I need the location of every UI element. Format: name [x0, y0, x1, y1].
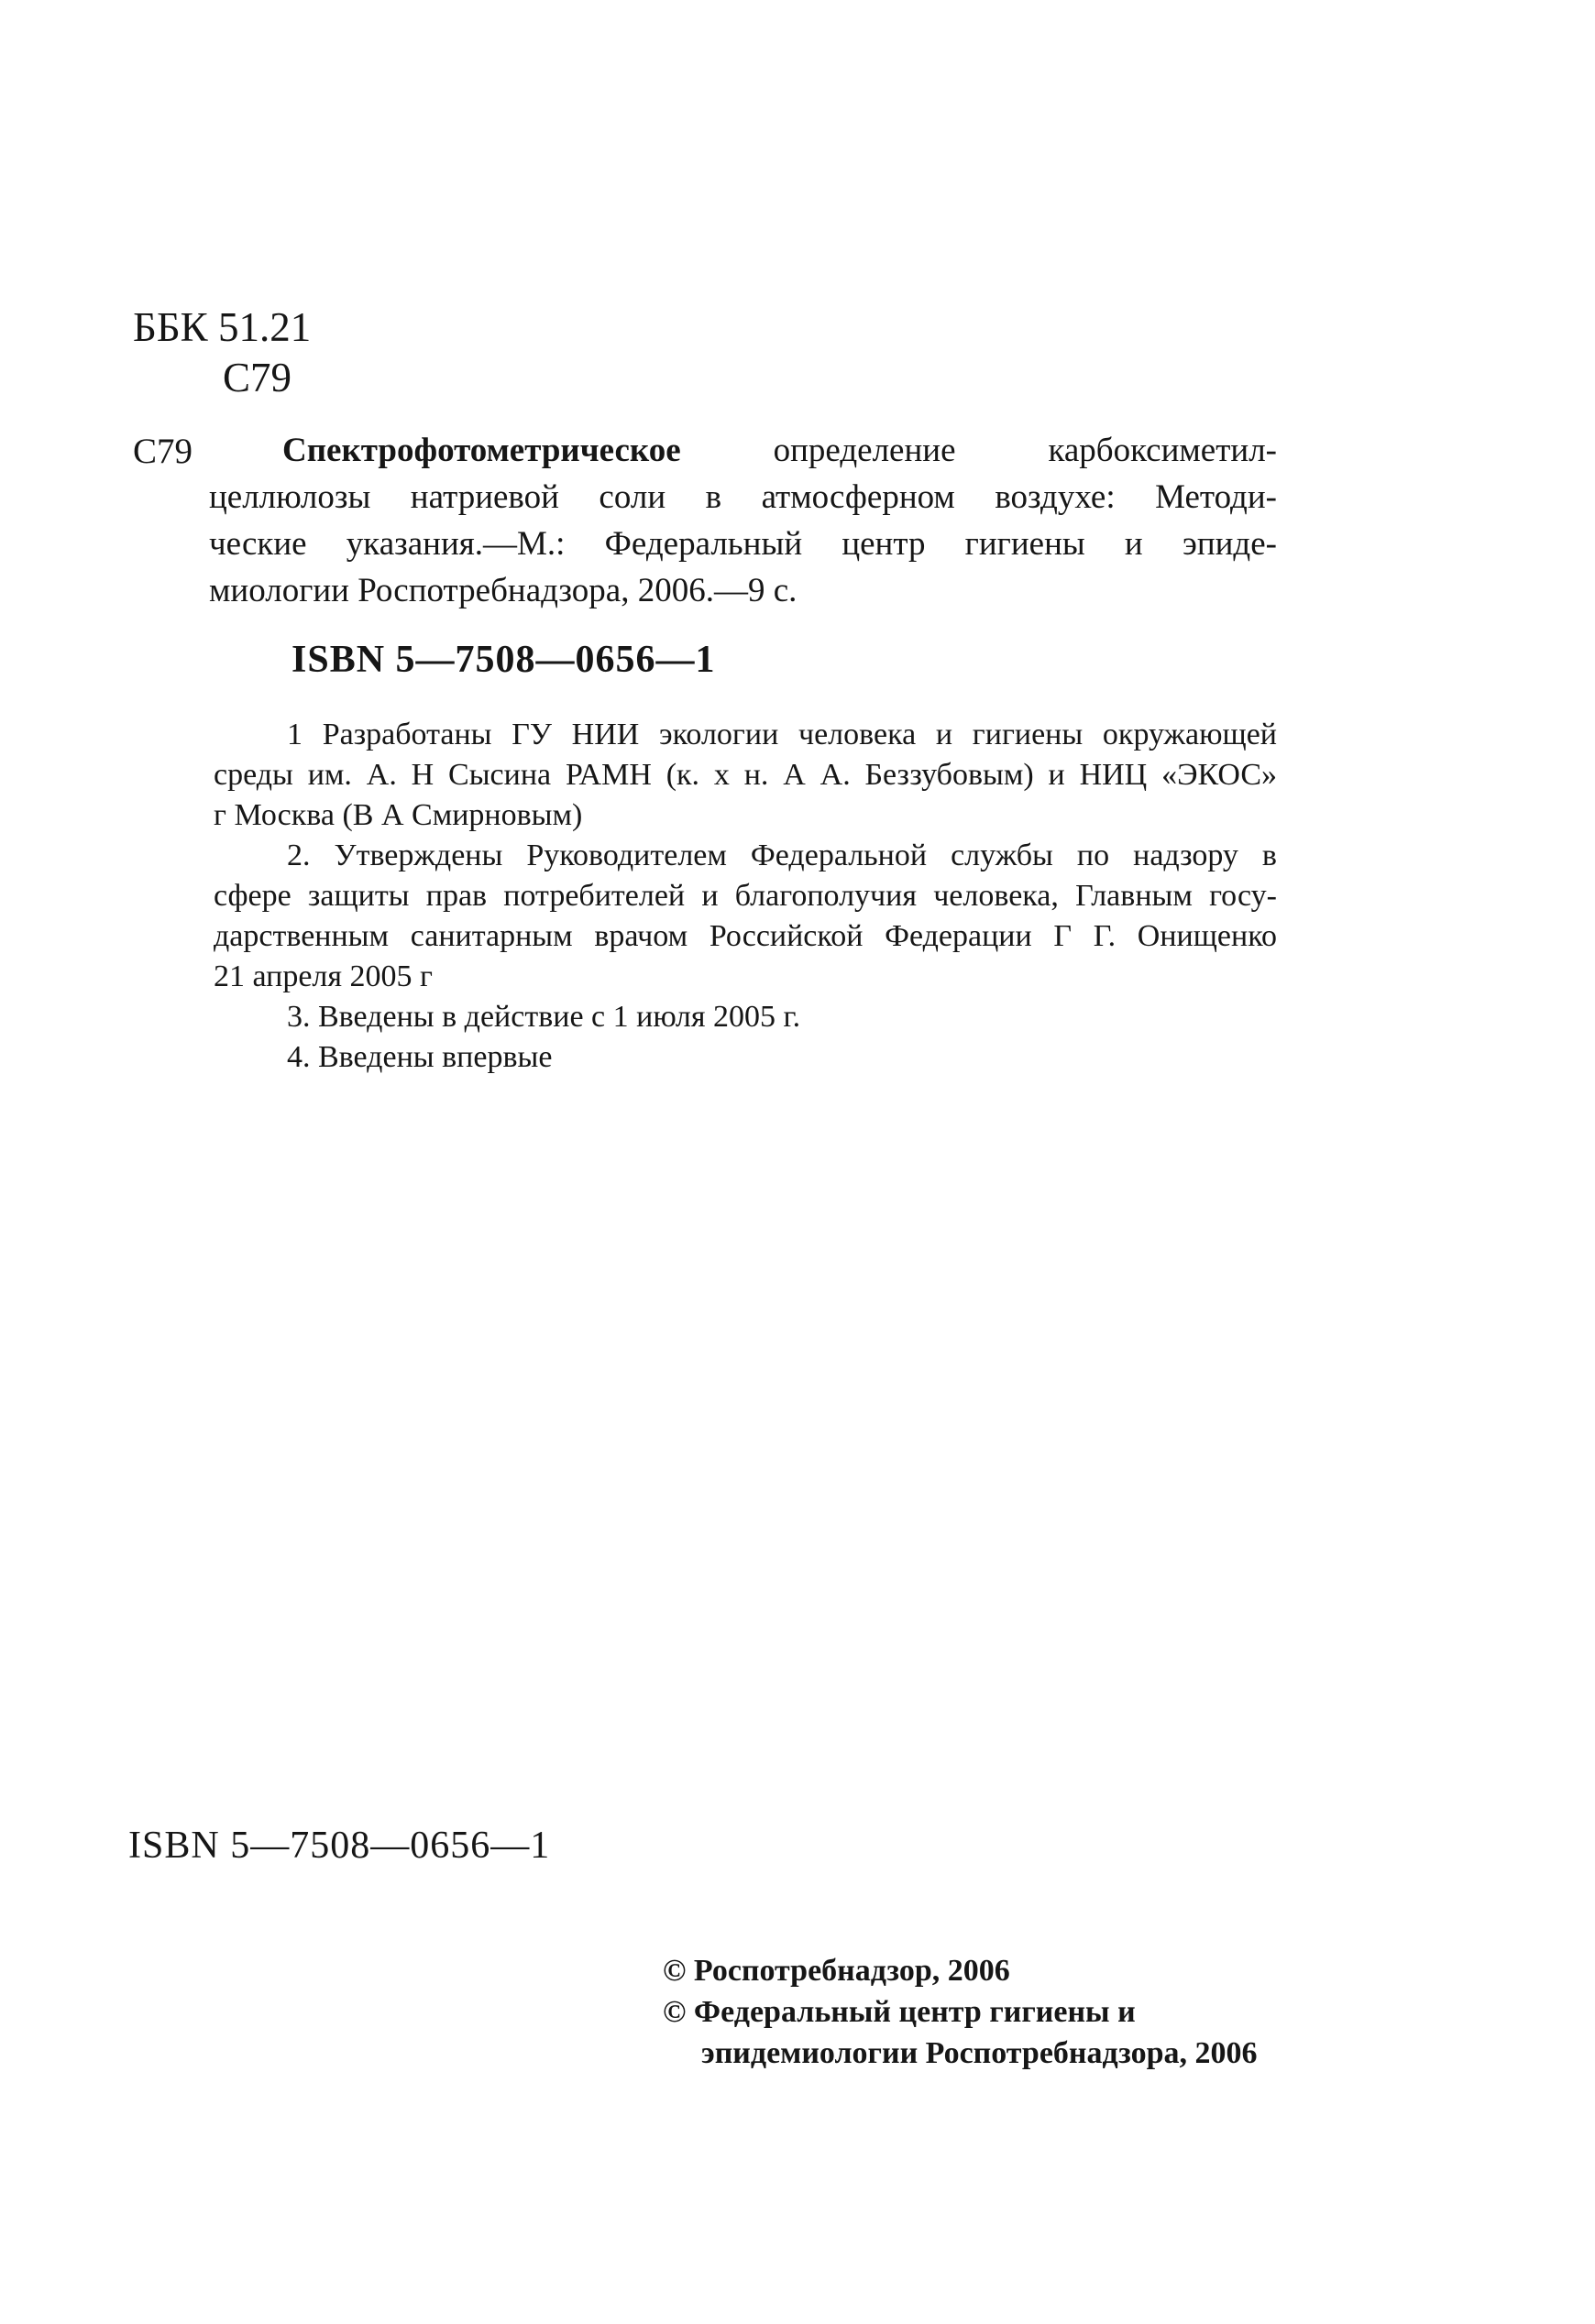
- catalog-line-4: миологии Роспотребнадзора, 2006.—9 с.: [209, 572, 798, 609]
- catalog-line-1-rest: определение карбоксиметил-: [680, 432, 1277, 469]
- catalog-line-3: ческие указания.—М.: Федеральный центр гигиены и эпиде-: [209, 525, 1277, 563]
- note-2-line-2: сфере защиты прав потребителей и благополучия человека, Главным госу-: [214, 879, 1277, 913]
- copyright-line-2: © Федеральный центр гигиены и: [663, 1995, 1136, 2029]
- notes-block: [214, 715, 1277, 1078]
- note-1-line-2: среды им. А. Н Сысина РАМН (к. х н. А А. Беззубовым) и НИЦ «ЭКОС»: [214, 758, 1277, 792]
- bbk-author-code: С79: [223, 355, 292, 400]
- note-4: 4. Введены впервые: [287, 1040, 553, 1074]
- note-2-line-1: 2. Утверждены Руководителем Федеральной службы по надзору в: [287, 839, 1277, 872]
- note-1-line-3: г Москва (В А Смирновым): [214, 798, 583, 832]
- isbn-bottom: ISBN 5—7508—0656—1: [128, 1825, 551, 1867]
- bbk-block: [133, 302, 311, 403]
- note-1-line-1: 1 Разработаны ГУ НИИ экологии человека и гигиены окружающей: [287, 718, 1277, 751]
- copyright-line-1: © Роспотребнадзор, 2006: [663, 1954, 1010, 1988]
- bbk-number: ББК 51.21: [133, 304, 312, 350]
- note-3: 3. Введены в действие с 1 июля 2005 г.: [287, 1000, 801, 1034]
- catalog-entry-code: С79: [133, 432, 193, 471]
- copyright-block: [663, 1950, 1258, 2074]
- isbn-top: ISBN 5—7508—0656—1: [292, 639, 716, 681]
- note-2-line-3: дарственным санитарным врачом Российской Федерации Г Г. Онищенко: [214, 919, 1277, 953]
- catalog-line-1: [209, 427, 1277, 474]
- copyright-line-3: эпидемиологии Роспотребнадзора, 2006: [701, 2036, 1258, 2070]
- catalog-entry: [209, 427, 1277, 614]
- catalog-line-2: целлюлозы натриевой соли в атмосферном воздухе: Методи-: [209, 478, 1277, 516]
- note-2-line-4: 21 апреля 2005 г: [214, 959, 433, 993]
- catalog-title-bold: Спектрофотометрическое: [282, 432, 681, 469]
